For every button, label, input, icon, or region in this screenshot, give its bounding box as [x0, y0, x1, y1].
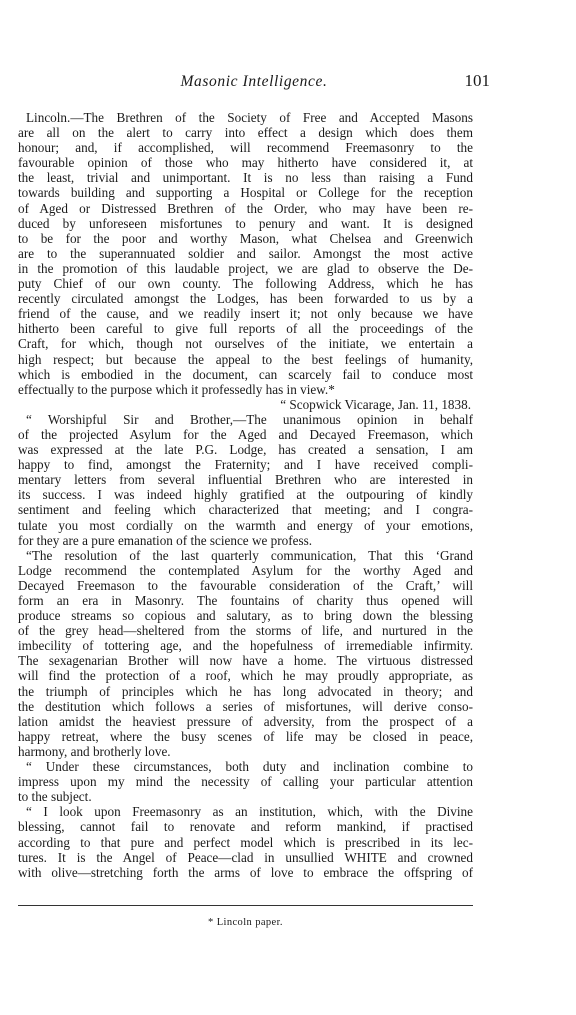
text-line: harmony, and brotherly love. — [18, 743, 171, 759]
text-line: “ Worshipful Sir and Brother,—The unanimous opinion in behalf — [26, 411, 473, 427]
text-line: blessing, cannot fail to renovate and reform mankind, if practised — [18, 819, 473, 835]
text-line: “ Under these circumstances, both duty and inclination combine to — [26, 759, 473, 775]
text-line: Craft, for which, though not ourselves of the initiate, we entertain a — [18, 336, 473, 352]
page-header — [18, 73, 490, 93]
text-line: are all on the alert to carry into effect a design which does them — [18, 125, 473, 141]
footnote-rule — [18, 905, 473, 906]
text-line: favourable opinion of those who may hitherto have considered it, at — [18, 155, 473, 171]
page-number: 101 — [464, 71, 490, 90]
text-line: sentiment and feeling which characterized that meeting; and I congra- — [18, 502, 473, 518]
text-line: the least, trivial and unimportant. It is no less than raising a Fund — [18, 170, 473, 186]
text-line: imbecility of tottering age, and the hopefulness of irremediable infirmity. — [18, 638, 473, 654]
text-line: towards building and supporting a Hospital or College for the reception — [18, 185, 473, 201]
text-line: of the projected Asylum for the Aged and Decayed Freemason, which — [18, 426, 473, 442]
text-line: puty Chief of our own county. The following Address, which he has — [18, 276, 473, 292]
text-line: of Aged or Distressed Brethren of the Order, who may have been re- — [18, 200, 473, 216]
text-line: tures. It is the Angel of Peace—clad in unsullied WHITE and crowned — [18, 849, 473, 865]
text-line: mentary letters from several influential Brethren who are interested in — [18, 472, 473, 488]
text-line: tulate you most cordially on the warmth and energy of your emotions, — [18, 517, 473, 533]
text-line: in the promotion of this laudable project, we are glad to observe the De- — [18, 260, 473, 276]
text-line: happy to find, amongst the Fraternity; and I have received compli- — [18, 457, 473, 473]
text-line: the triumph of principles which he has long advocated in theory; and — [18, 683, 473, 699]
text-line: the destitution which follows a series of misfortunes, will derive conso- — [18, 698, 473, 714]
text-line: form an era in Masonry. The fountains of charity thus opened will — [18, 593, 473, 608]
article-body — [18, 110, 473, 880]
text-line: Lodge recommend the contemplated Asylum for the worthy Aged and — [18, 562, 473, 578]
text-line: “ I look upon Freemasonry as an institution, which, with the Divine — [26, 804, 473, 820]
text-line: “The resolution of the last quarterly communication, That this ‘Grand — [26, 547, 473, 563]
text-line: of the grey head—sheltered from the storms of life, and nurtured in the — [18, 623, 473, 639]
text-line: to the subject. — [18, 789, 92, 805]
text-line: which is embodied in the document, can scarcely fail to conduce most — [18, 366, 473, 382]
text-line: high respect; but because the appeal to the best feelings of humanity, — [18, 351, 473, 367]
running-title: Masonic Intelligence. — [180, 73, 328, 90]
text-line: happy retreat, where the busy scenes of life may be closed in peace, — [18, 728, 473, 744]
text-line: are to the superannuated soldier and sailor. Amongst the most active — [18, 245, 473, 261]
text-line: The sexagenarian Brother will now have a home. The virtuous distressed — [18, 653, 473, 669]
text-line: its success. I was indeed highly gratified at the outpouring of kindly — [18, 487, 473, 503]
text-line: was expressed at the late P.G. Lodge, has created a sensation, I am — [18, 442, 473, 458]
text-line: duced by unforeseen misfortunes to penury and want. It is designed — [18, 215, 473, 231]
footnote: * Lincoln paper. — [208, 917, 283, 928]
text-line: impress upon my mind the necessity of calling your particular attention — [18, 774, 473, 790]
text-line: according to that pure and perfect model which is prescribed in its lec- — [18, 834, 473, 850]
text-line: hitherto been careful to give full reports of all the proceedings of the — [18, 321, 473, 337]
text-line: recently circulated amongst the Lodges, has been forwarded to us by a — [18, 291, 473, 307]
text-line: honour; and, if accomplished, will recommend Freemasonry to the — [18, 140, 473, 156]
text-line: will find the protection of a roof, which he may proudly appropriate, as — [18, 668, 473, 684]
text-line: to be for the poor and worthy Mason, what Chelsea and Greenwich — [18, 230, 473, 246]
text-line: produce streams so copious and salutary, as to bring down the blessing — [18, 608, 473, 624]
text-line: Decayed Freemason to the favourable consideration of the Craft,’ will — [18, 577, 473, 593]
text-line: “ Scopwick Vicarage, Jan. 11, 1838. — [280, 396, 471, 412]
text-line: for they are a pure emanation of the science we profess. — [18, 532, 313, 548]
text-line: with olive—stretching forth the arms of love to embrace the offspring of — [18, 864, 473, 880]
text-line: lation amidst the heaviest pressure of adversity, from the prospect of a — [18, 713, 473, 729]
text-line: Lincoln.—The Brethren of the Society of Free and Accepted Masons — [26, 110, 473, 125]
text-line: effectually to the purpose which it professedly has in view.* — [18, 381, 335, 397]
text-line: friend of the cause, and we readily insert it; not only because we have — [18, 306, 473, 322]
